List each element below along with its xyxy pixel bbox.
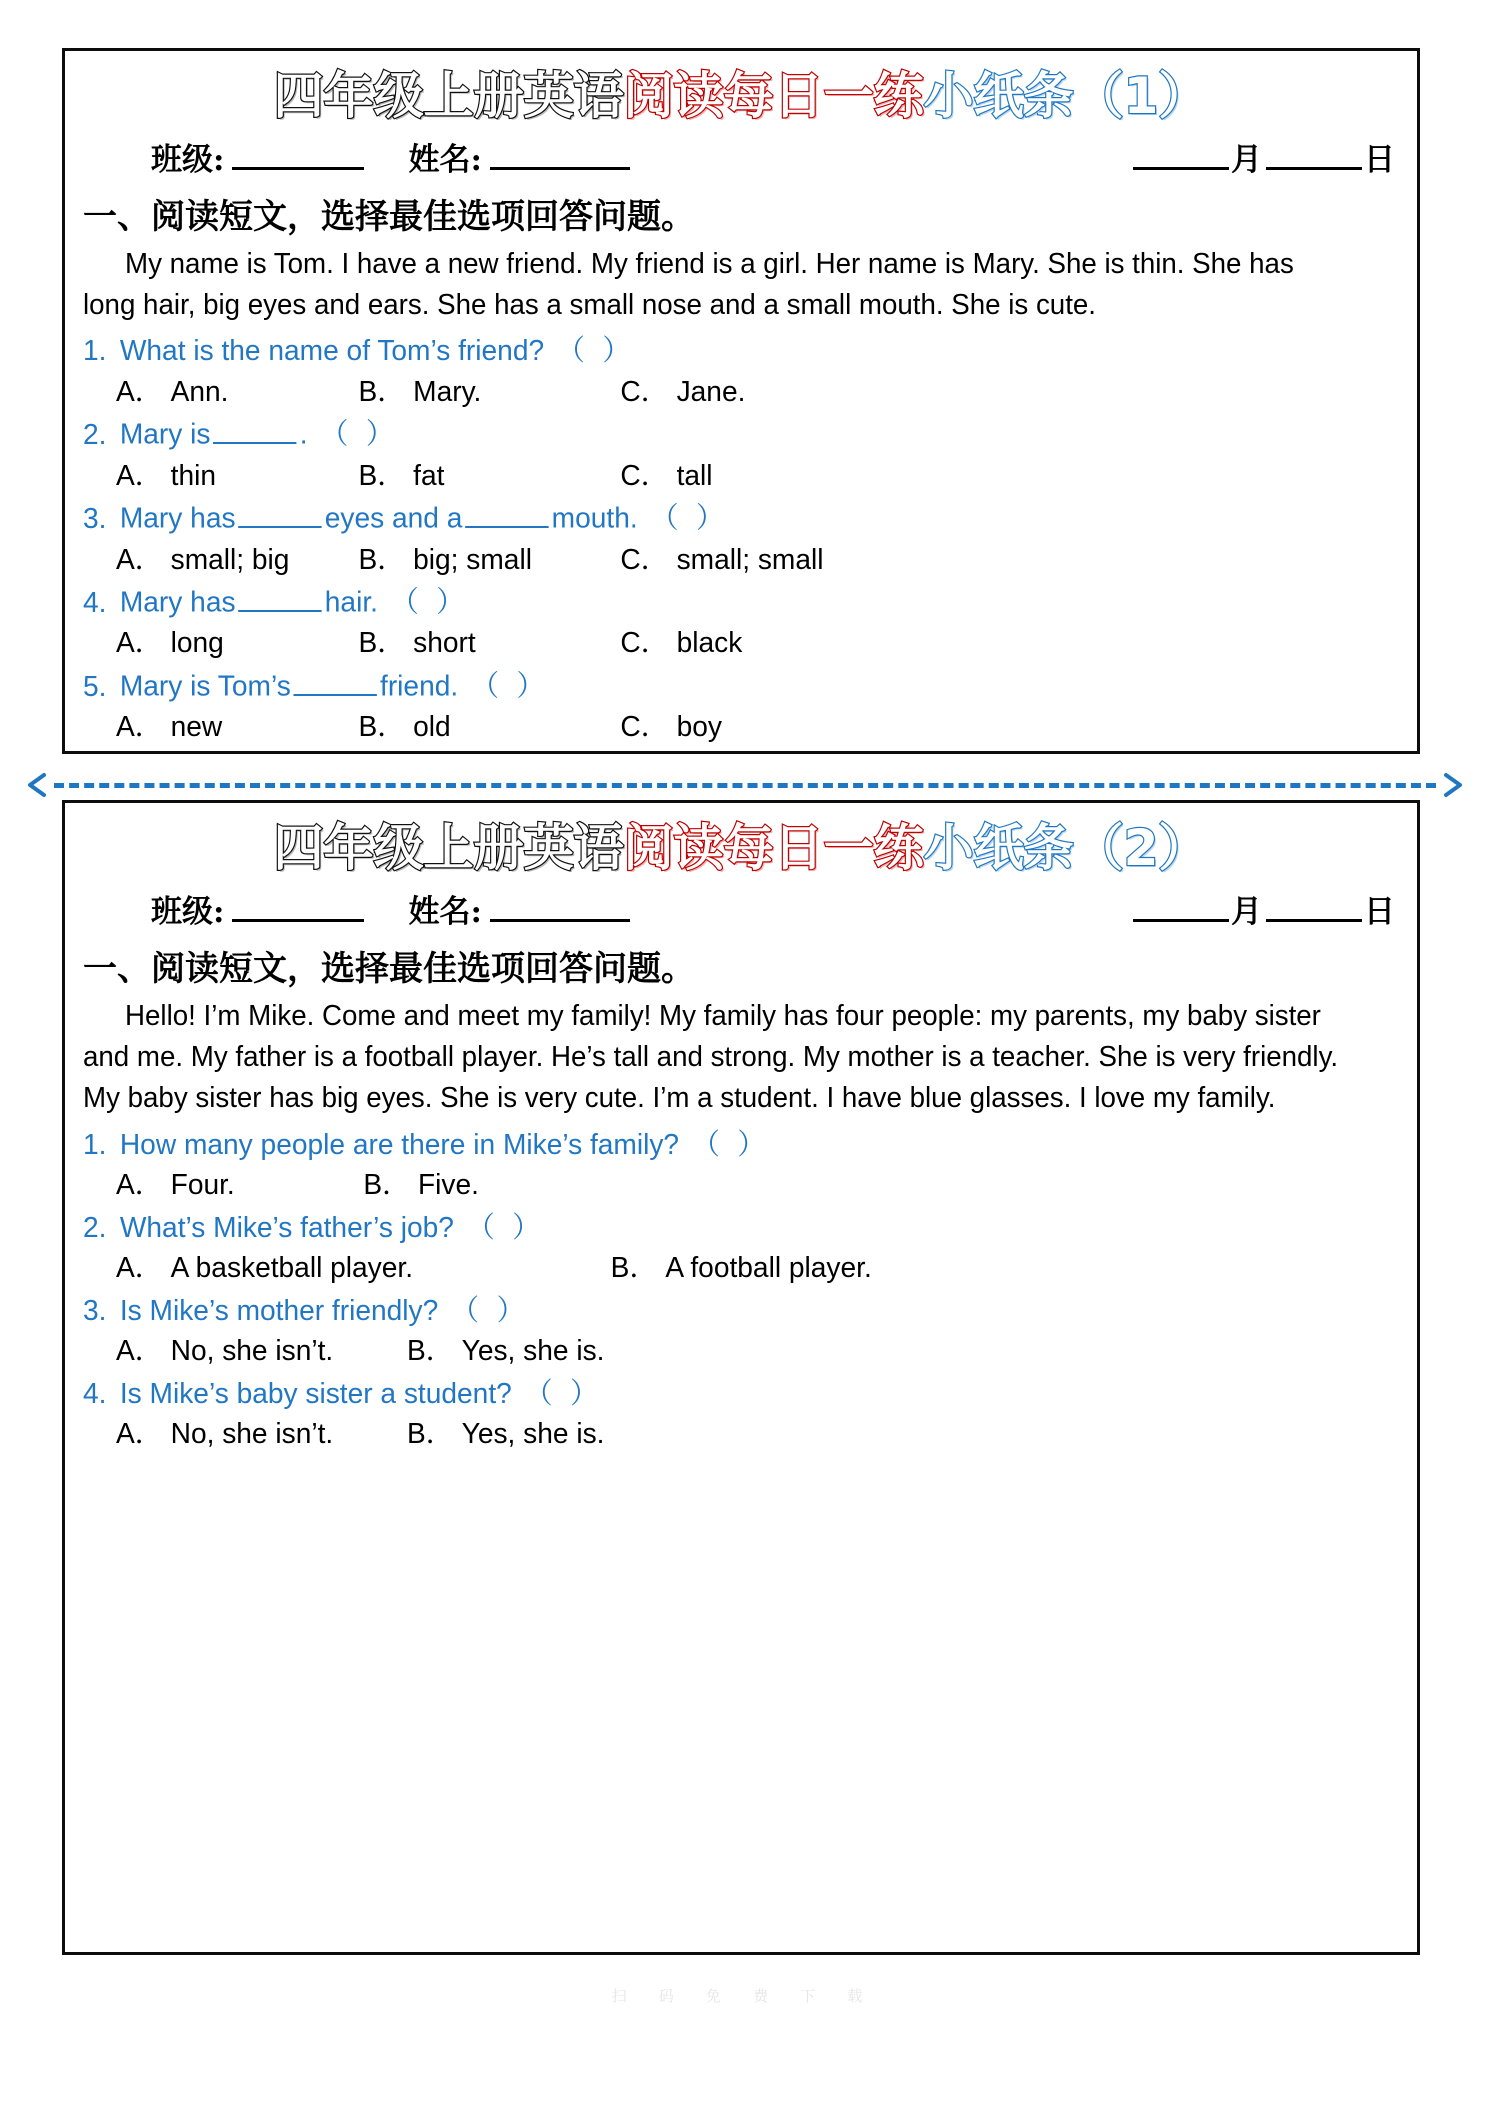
- option-label: C．: [620, 543, 669, 576]
- answer-option[interactable]: [116, 708, 359, 747]
- option-text: small; big: [170, 543, 290, 576]
- answer-bracket[interactable]: （ ）: [544, 335, 636, 368]
- month-input-blank[interactable]: [1133, 888, 1229, 922]
- option-text: short: [413, 627, 476, 660]
- month-label: 月: [1231, 142, 1262, 178]
- question-text: Mary is: [119, 419, 211, 452]
- option-row: [83, 1332, 1360, 1371]
- question-row: [83, 667, 1360, 706]
- title-part-red: 阅读每日一练: [623, 67, 924, 125]
- arrow-left-icon: [24, 772, 50, 798]
- answer-bracket[interactable]: （ ）: [438, 1294, 530, 1327]
- footer-watermark: 扫 码 免 费 下 载: [611, 1988, 877, 2005]
- option-text: Mary.: [413, 375, 482, 408]
- worksheet-title-1: [83, 67, 1399, 126]
- title-part-black: 四年级上册英语: [273, 819, 624, 877]
- title-part-black: 四年级上册英语: [273, 67, 624, 125]
- answer-bracket[interactable]: （ ）: [307, 419, 399, 452]
- option-label: C．: [620, 459, 669, 492]
- option-label: A．: [115, 627, 163, 660]
- cut-line-divider: [24, 772, 1466, 798]
- option-label: B．: [358, 711, 406, 744]
- option-text: black: [676, 627, 743, 660]
- question-text: What’s Mike’s father’s job?: [119, 1211, 454, 1244]
- title-part-blue: 小纸条（2）: [923, 819, 1209, 877]
- question-text: What is the name of Tom’s friend?: [119, 335, 545, 368]
- option-row: [83, 624, 1360, 663]
- option-label: A．: [115, 711, 163, 744]
- answer-bracket[interactable]: （ ）: [511, 1377, 604, 1410]
- student-info-row-2: [83, 886, 1399, 931]
- question-number: 3.: [83, 1294, 107, 1327]
- option-text: small; small: [676, 543, 824, 576]
- question-row: [83, 415, 1360, 454]
- option-label: C．: [620, 711, 669, 744]
- question-text-post: mouth.: [551, 502, 638, 535]
- option-label: B．: [358, 627, 406, 660]
- question-number: 1.: [83, 1128, 107, 1161]
- question-row: [83, 499, 1360, 538]
- question-row: [83, 332, 1360, 371]
- option-text: Yes, she is.: [461, 1335, 605, 1368]
- option-label: A．: [115, 1169, 163, 1202]
- option-row: [83, 1249, 1360, 1288]
- answer-bracket[interactable]: （ ）: [637, 502, 729, 535]
- name-input-blank[interactable]: [490, 888, 630, 922]
- answer-blank[interactable]: [213, 415, 296, 444]
- answer-blank[interactable]: [294, 667, 377, 696]
- option-text: No, she isn’t.: [170, 1418, 334, 1451]
- answer-option[interactable]: [116, 1332, 407, 1371]
- question-number: 3.: [83, 502, 107, 535]
- option-label: B．: [406, 1335, 454, 1368]
- option-text: No, she isn’t.: [170, 1335, 334, 1368]
- option-text: Five.: [417, 1169, 479, 1202]
- question-text: Mary has: [119, 586, 236, 619]
- answer-option[interactable]: [116, 624, 359, 663]
- question-number: 4.: [83, 1377, 107, 1410]
- dashed-line: [54, 783, 1436, 788]
- answer-option[interactable]: [620, 708, 722, 747]
- option-label: B．: [406, 1418, 454, 1451]
- option-label: A．: [115, 459, 163, 492]
- question-text-mid: .: [299, 419, 308, 452]
- question-text: Is Mike’s mother friendly?: [119, 1294, 439, 1327]
- answer-option[interactable]: [358, 624, 620, 663]
- section-heading-1: 一、阅读短文，选择最佳选项回答问题。: [83, 197, 695, 237]
- answer-option[interactable]: [116, 1415, 407, 1454]
- option-text: Jane.: [676, 375, 746, 408]
- date-field: [1133, 134, 1399, 179]
- day-input-blank[interactable]: [1266, 136, 1362, 170]
- question-number: 5.: [83, 670, 107, 703]
- day-label: 日: [1364, 142, 1395, 178]
- question-list-2: [83, 1126, 1399, 1455]
- question-text-mid: eyes and a: [324, 502, 463, 535]
- option-label: A．: [115, 1418, 163, 1451]
- student-info-row-1: [83, 134, 1399, 179]
- option-label: B．: [363, 1169, 411, 1202]
- question-text: Mary has: [119, 502, 236, 535]
- question-row: [83, 1126, 1360, 1165]
- option-text: tall: [676, 459, 713, 492]
- option-text: new: [170, 711, 223, 744]
- option-row: [83, 541, 1360, 580]
- answer-option[interactable]: [620, 373, 745, 412]
- answer-option[interactable]: [358, 457, 620, 496]
- option-label: A．: [115, 1252, 163, 1285]
- answer-option[interactable]: [620, 541, 823, 580]
- answer-option[interactable]: [358, 373, 620, 412]
- option-text: A football player.: [665, 1252, 872, 1285]
- option-text: Ann.: [170, 375, 229, 408]
- answer-bracket[interactable]: （ ）: [377, 586, 470, 619]
- option-label: A．: [115, 1335, 163, 1368]
- option-text: long: [170, 627, 224, 660]
- class-input-blank[interactable]: [232, 136, 364, 170]
- option-row: [83, 457, 1360, 496]
- option-label: C．: [620, 627, 669, 660]
- question-text-mid: hair.: [324, 586, 378, 619]
- question-row: [83, 583, 1360, 622]
- question-number: 1.: [83, 335, 107, 368]
- name-label: 姓名:: [408, 142, 482, 178]
- answer-option[interactable]: [358, 541, 620, 580]
- answer-option[interactable]: [363, 1166, 479, 1205]
- answer-option[interactable]: [620, 457, 712, 496]
- day-label: 日: [1364, 894, 1395, 930]
- option-label: C．: [620, 375, 669, 408]
- option-text: boy: [676, 711, 722, 744]
- answer-blank[interactable]: [238, 499, 321, 528]
- month-input-blank[interactable]: [1133, 136, 1229, 170]
- answer-blank[interactable]: [238, 583, 321, 612]
- option-text: old: [413, 711, 451, 744]
- name-label: 姓名:: [408, 894, 482, 930]
- name-input-blank[interactable]: [490, 136, 630, 170]
- option-text: fat: [413, 459, 445, 492]
- question-row: [83, 1292, 1360, 1331]
- worksheet-card-2: [62, 800, 1420, 1955]
- date-field: [1133, 886, 1399, 931]
- option-label: B．: [610, 1252, 658, 1285]
- reading-passage-2: Hello! I’m Mike. Come and meet my family! My family has four people: my parents, my baby sister and me. My father is a football player. He’s tall and strong. My mother is a teacher. She is very friendly. My baby sister has big eyes. She is very cute. I’m a student. I have blue glasses. I love my family.: [83, 1000, 1339, 1115]
- question-text: How many people are there in Mike’s family?: [119, 1128, 680, 1161]
- worksheet-card-1: [62, 48, 1420, 754]
- question-text-mid: friend.: [380, 670, 459, 703]
- class-label: 班级:: [151, 894, 225, 930]
- option-row: [83, 373, 1360, 412]
- answer-option[interactable]: [116, 1166, 363, 1205]
- question-number: 2.: [83, 419, 107, 452]
- answer-option[interactable]: [620, 624, 742, 663]
- option-row: [83, 708, 1360, 747]
- answer-bracket[interactable]: （ ）: [453, 1211, 546, 1244]
- option-label: B．: [358, 459, 406, 492]
- question-row: [83, 1375, 1360, 1414]
- reading-passage-1: My name is Tom. I have a new friend. My friend is a girl. Her name is Mary. She is thin. She has long hair, big eyes and ears. She has a small nose and a small mouth. She is cute.: [83, 248, 1294, 322]
- answer-option[interactable]: [358, 708, 620, 747]
- option-label: B．: [358, 543, 406, 576]
- section-heading-2: 一、阅读短文，选择最佳选项回答问题。: [83, 949, 695, 989]
- option-label: A．: [115, 375, 163, 408]
- arrow-right-icon: [1440, 772, 1466, 798]
- day-input-blank[interactable]: [1266, 888, 1362, 922]
- option-text: A basketball player.: [170, 1252, 414, 1285]
- question-row: [83, 1209, 1360, 1248]
- option-row: [83, 1166, 1360, 1205]
- worksheet-title-2: [83, 819, 1399, 878]
- question-text: Mary is Tom’s: [119, 670, 291, 703]
- answer-option[interactable]: [116, 541, 359, 580]
- class-label: 班级:: [151, 142, 225, 178]
- option-text: big; small: [413, 543, 532, 576]
- option-label: B．: [358, 375, 406, 408]
- answer-blank[interactable]: [465, 499, 548, 528]
- answer-option[interactable]: [116, 373, 359, 412]
- question-number: 2.: [83, 1211, 107, 1244]
- option-text: Yes, she is.: [461, 1418, 605, 1451]
- option-text: thin: [170, 459, 216, 492]
- class-input-blank[interactable]: [232, 888, 364, 922]
- answer-bracket[interactable]: （ ）: [458, 670, 550, 703]
- answer-option[interactable]: [407, 1332, 604, 1371]
- answer-option[interactable]: [116, 1249, 611, 1288]
- option-label: A．: [115, 543, 163, 576]
- answer-option[interactable]: [611, 1249, 872, 1288]
- question-text: Is Mike’s baby sister a student?: [119, 1377, 512, 1410]
- answer-bracket[interactable]: （ ）: [679, 1128, 771, 1161]
- title-part-red: 阅读每日一练: [623, 819, 924, 877]
- question-number: 4.: [83, 586, 107, 619]
- question-list-1: [83, 332, 1399, 746]
- title-part-blue: 小纸条（1）: [923, 67, 1209, 125]
- month-label: 月: [1231, 894, 1262, 930]
- option-row: [83, 1415, 1360, 1454]
- answer-option[interactable]: [407, 1415, 604, 1454]
- answer-option[interactable]: [116, 457, 359, 496]
- option-text: Four.: [170, 1169, 235, 1202]
